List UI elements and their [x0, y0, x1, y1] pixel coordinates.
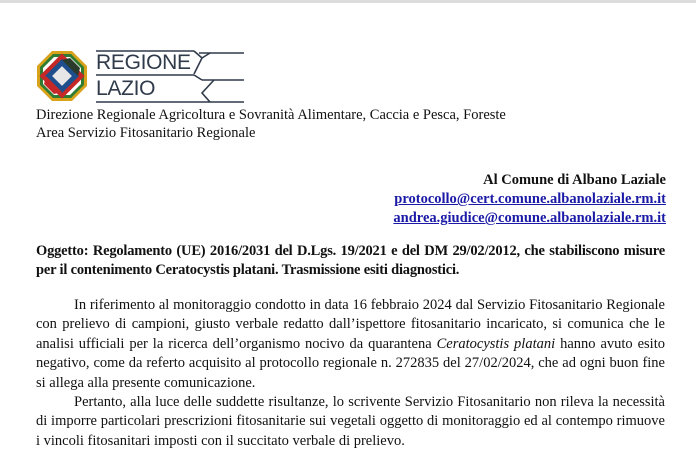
recipient-email-pec-link[interactable]: protocollo@cert.comune.albanolaziale.rm.it	[394, 191, 666, 207]
body-paragraph-2: Pertanto, alla luce delle suddette risultanze, lo scrivente Servizio Fitosanitario non rileva la necessità di imporre particolari prescrizioni fitosanitarie sui vegetali oggetto di monitoraggio ed al contempo rimuove i vincoli fitosanitari imposti con il succitato verbale di prelievo.	[36, 394, 665, 449]
department-name: Direzione Regionale Agricoltura e Sovranità Alimentare, Caccia e Pesca, Foreste	[36, 107, 506, 123]
body-paragraph-1	[36, 296, 665, 393]
letterhead-logo	[36, 50, 246, 105]
area-name: Area Servizio Fitosanitario Regionale	[36, 125, 256, 141]
top-edge-bar	[0, 0, 696, 3]
brand-wordmark	[96, 50, 246, 104]
paragraph-1-text: In riferimento al monitoraggio condotto in data 16 febbraio 2024 dal Servizio Fitosanitario Regionale con prelievo di campioni, giusto verbale redatto dall’ispettore fitosanitario incaricato, si comunica che le analisi ufficiali per la ricerca dell’organismo nocivo da quarantena	[36, 297, 665, 352]
brand-regione: REGIONE	[96, 51, 191, 74]
letter-body	[36, 296, 665, 451]
species-name: Ceratocystis platani	[436, 335, 556, 352]
paragraph-1-text-end: hanno avuto esito negativo, come da referto acquisito al protocollo regionale n. 272835 del 27/02/2024, che ad ogni buon fine si allega alla presente comunicazione.	[36, 335, 665, 391]
recipient-block	[393, 171, 666, 228]
brand-lazio: LAZIO	[96, 77, 156, 100]
recipient-name: Al Comune di Albano Laziale	[483, 172, 666, 188]
recipient-email-link[interactable]: andrea.giudice@comune.albanolaziale.rm.it	[393, 210, 666, 226]
regione-lazio-emblem-icon	[36, 50, 88, 102]
subject-line: Oggetto: Regolamento (UE) 2016/2031 del D.Lgs. 19/2021 e del DM 29/02/2012, che stabiliscono misure per il contenimento Ceratocystis platani. Trasmissione esiti diagnostici.	[36, 243, 665, 278]
